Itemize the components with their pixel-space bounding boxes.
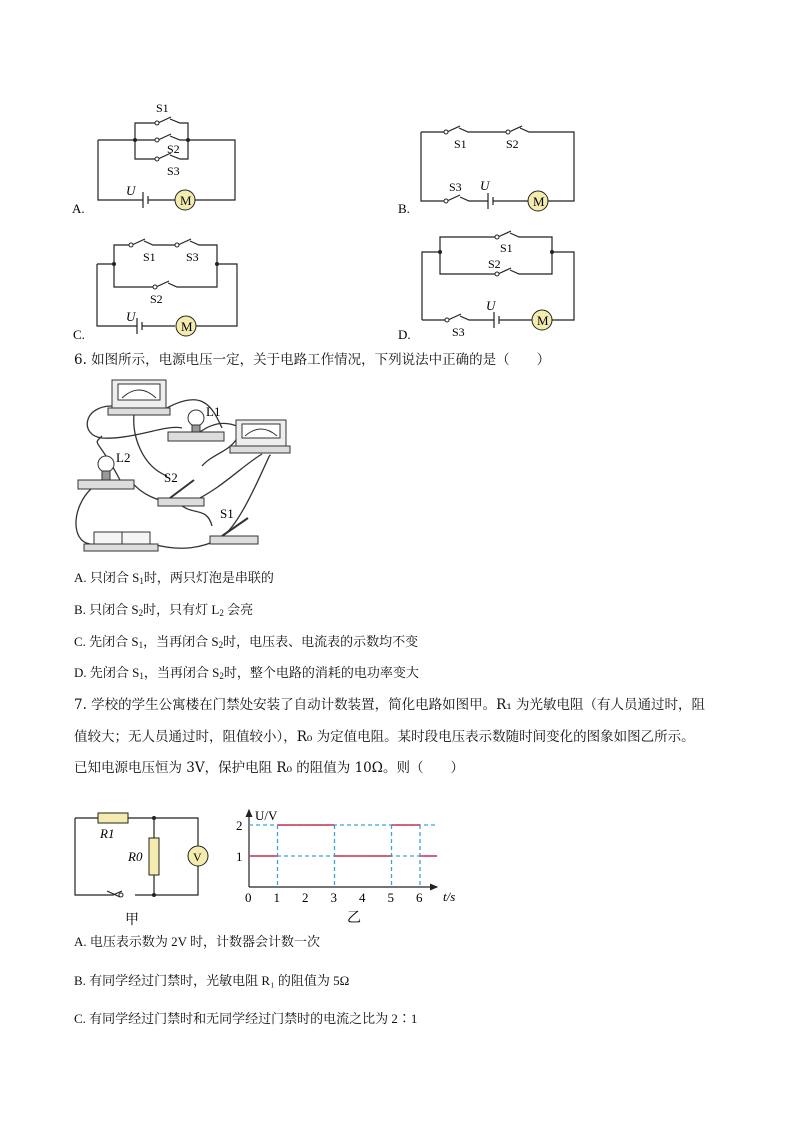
option-letter: A. xyxy=(74,570,87,585)
option-text: 只闭合 S xyxy=(89,570,140,585)
q7-circuit-jia xyxy=(70,800,220,930)
subscript: 1 xyxy=(139,576,144,586)
switch-s2-label: S2 xyxy=(164,470,178,485)
option-text: 有同学经过门禁时，光敏电阻 R₁ 的阻值为 5Ω xyxy=(89,973,350,988)
option-letter[interactable]: D. xyxy=(398,327,411,342)
battery-icon xyxy=(84,532,158,551)
switch-label-s2: S2 xyxy=(506,137,519,151)
q6-option-c[interactable] xyxy=(74,633,418,654)
resistor-r1-icon xyxy=(98,813,128,823)
q7-option-b[interactable] xyxy=(74,972,349,990)
option-letter[interactable]: B. xyxy=(398,201,410,216)
y-axis-label: U/V xyxy=(255,808,278,823)
subscript: 2 xyxy=(219,608,224,618)
option-letter: A. xyxy=(74,934,87,949)
switch-label-s3: S3 xyxy=(186,250,199,264)
option-text: 会亮 xyxy=(223,602,254,617)
source-label: U xyxy=(126,183,136,198)
switch-label-s2: S2 xyxy=(167,142,180,156)
switch-label-s1: S1 xyxy=(143,250,156,264)
option-text: 先闭合 S xyxy=(89,665,140,680)
motor-label: M xyxy=(180,193,192,208)
voltmeter-label: V xyxy=(193,850,202,864)
resistor-r1-label: R1 xyxy=(100,826,115,841)
option-letter[interactable]: A. xyxy=(72,201,85,216)
chart-caption: 乙 xyxy=(347,911,361,926)
option-text: 时，整个电路的消耗的电功率变大 xyxy=(223,665,419,680)
option-letter[interactable]: C. xyxy=(73,327,85,342)
option-text: 时，只有灯 L xyxy=(143,602,220,617)
q7-stem-line3: 已知电源电压恒为 3V，保护电阻 R₀ 的阻值为 10Ω。则（ ） xyxy=(74,760,464,776)
q7-option-a[interactable] xyxy=(74,933,320,951)
source-label: U xyxy=(486,298,496,313)
option-letter: C. xyxy=(74,634,86,649)
circuit-option-c xyxy=(70,232,250,347)
switch-label-s3: S3 xyxy=(452,325,465,339)
subscript: 2 xyxy=(218,640,224,650)
option-text: ，当再闭合 S xyxy=(143,665,220,680)
option-text: 先闭合 S xyxy=(89,634,139,649)
switch-label-s2: S2 xyxy=(488,257,501,271)
source-label: U xyxy=(480,178,490,193)
resistor-r0-label: R0 xyxy=(128,849,143,864)
option-text: ，当再闭合 S xyxy=(143,634,219,649)
x-tick-label: 2 xyxy=(302,890,309,905)
lamp-l2-label: L2 xyxy=(116,450,131,465)
x-tick-label: 6 xyxy=(416,890,423,905)
circuit-option-a xyxy=(70,95,250,220)
figure-caption: 甲 xyxy=(125,913,139,928)
lamp-l1-label: L1 xyxy=(206,404,221,419)
option-text: 只闭合 S xyxy=(89,602,139,617)
source-label: U xyxy=(126,309,136,324)
circuit-option-b xyxy=(396,115,586,220)
option-text: 时，电压表、电流表的示数均不变 xyxy=(223,634,419,649)
option-letter: B. xyxy=(74,602,86,617)
option-text: 电压表示数为 2V 时，计数器会计数一次 xyxy=(89,934,321,949)
x-tick-label: 3 xyxy=(330,890,337,905)
q6-circuit-figure xyxy=(72,376,292,556)
switch-label-s1: S1 xyxy=(156,101,169,115)
motor-label: M xyxy=(533,194,545,209)
subscript: 1 xyxy=(139,671,144,681)
switch-label-s1: S1 xyxy=(500,241,513,255)
resistor-r0-icon xyxy=(149,838,159,875)
option-letter: B. xyxy=(74,973,86,988)
option-letter: C. xyxy=(74,1011,86,1026)
switch-label-s1: S1 xyxy=(454,137,467,151)
motor-label: M xyxy=(537,313,549,328)
x-tick-label: 1 xyxy=(273,890,280,905)
x-tick-label: 4 xyxy=(359,890,366,905)
x-tick-label: 0 xyxy=(245,890,252,905)
y-tick-label: 2 xyxy=(236,818,243,833)
q7-option-c[interactable] xyxy=(74,1010,417,1028)
subscript: 1 xyxy=(138,640,144,650)
q7-voltage-time-chart xyxy=(225,806,475,936)
q7-stem-line1: 7. 学校的学生公寓楼在门禁处安装了自动计数装置，简化电路如图甲。R₁ 为光敏电阻（有人员通过时，阻 xyxy=(74,697,706,713)
switch-label-s3: S3 xyxy=(449,180,462,194)
option-text: 有同学经过门禁时和无同学经过门禁时的电流之比为 2∶1 xyxy=(89,1011,418,1026)
switch-s1-icon xyxy=(210,518,258,544)
option-text: 时，两只灯泡是串联的 xyxy=(143,570,274,585)
x-tick-label: 5 xyxy=(387,890,394,905)
y-tick-label: 1 xyxy=(236,849,243,864)
ammeter-icon xyxy=(230,420,290,453)
voltmeter-icon xyxy=(108,380,170,415)
q6-option-d[interactable] xyxy=(74,664,419,685)
q6-stem: 6. 如图所示，电源电压一定，关于电路工作情况，下列说法中正确的是（ ） xyxy=(74,352,551,368)
switch-label-s3: S3 xyxy=(167,164,180,178)
subscript: 2 xyxy=(138,608,144,618)
option-letter: D. xyxy=(74,665,87,680)
subscript: 2 xyxy=(219,671,224,681)
q7-stem-line2: 值较大；无人员通过时，阻值较小），R₀ 为定值电阻。某时段电压表示数随时间变化的图象如图乙所示。 xyxy=(74,729,695,745)
q6-option-b[interactable] xyxy=(74,601,253,622)
q6-option-a[interactable] xyxy=(74,569,274,590)
motor-label: M xyxy=(181,319,193,334)
circuit-option-d xyxy=(396,222,586,344)
switch-label-s2: S2 xyxy=(150,292,163,306)
switch-s1-label: S1 xyxy=(220,506,234,521)
x-axis-label: t/s xyxy=(443,889,456,904)
